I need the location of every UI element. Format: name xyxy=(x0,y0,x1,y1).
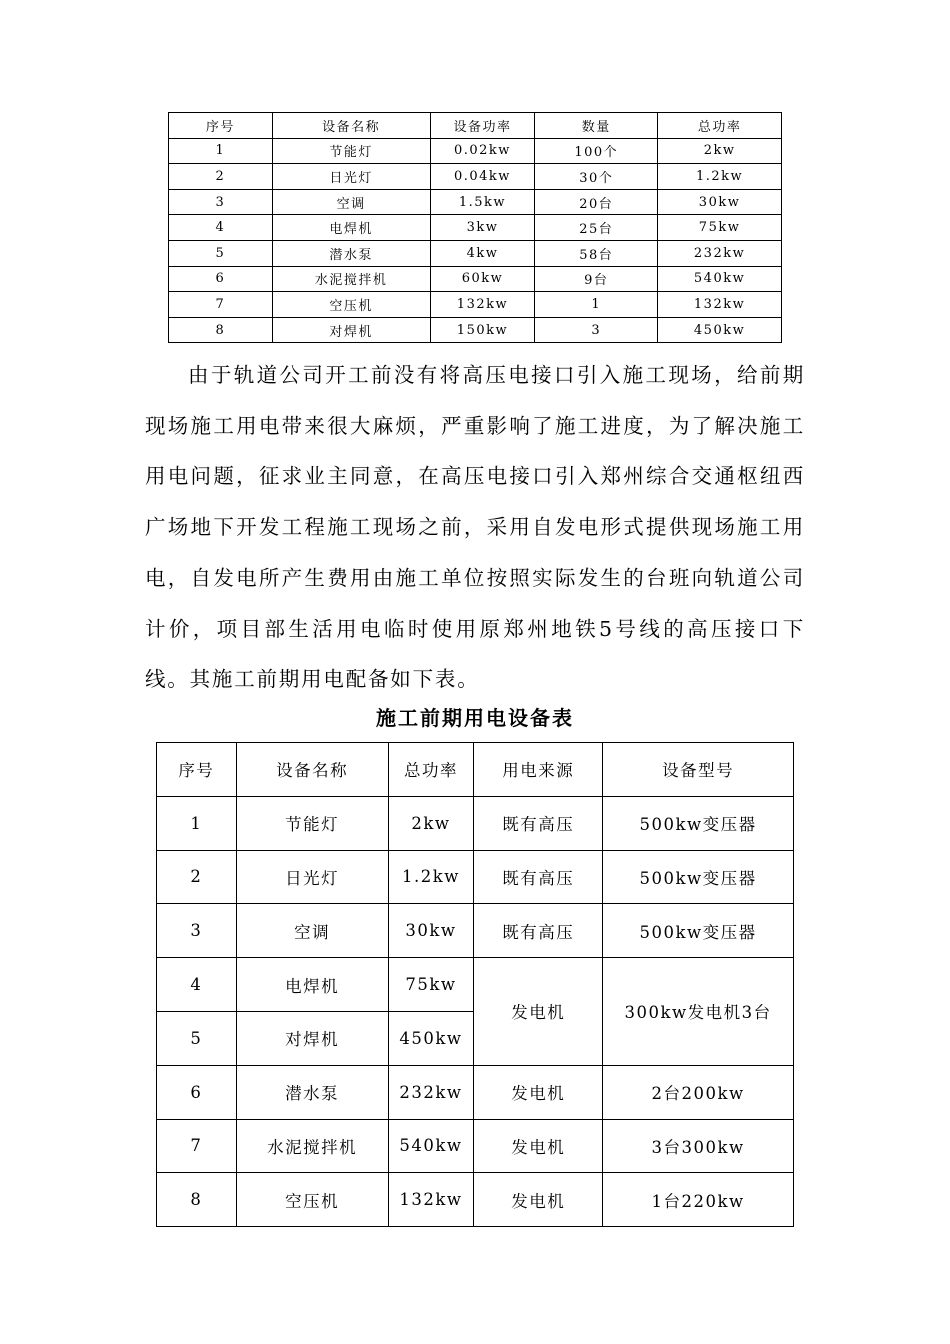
cell-total-power: 2kw xyxy=(658,138,782,164)
cell-equipment-name: 水泥搅拌机 xyxy=(236,1119,388,1173)
cell-index: 8 xyxy=(157,1173,237,1227)
cell-index: 4 xyxy=(157,958,237,1012)
header-cell: 总功率 xyxy=(388,743,474,797)
header-cell: 设备名称 xyxy=(272,113,430,139)
table-row xyxy=(169,317,782,343)
cell-quantity: 100个 xyxy=(535,138,658,164)
cell-total-power: 30kw xyxy=(658,189,782,215)
cell-index: 1 xyxy=(157,796,237,850)
cell-total-power: 132kw xyxy=(388,1173,474,1227)
cell-equipment-name: 空压机 xyxy=(236,1173,388,1227)
pre-construction-power-table xyxy=(156,742,794,1227)
cell-quantity: 9台 xyxy=(535,266,658,292)
cell-equipment-name: 潜水泵 xyxy=(272,240,430,266)
cell-index: 5 xyxy=(157,1011,237,1065)
table-row xyxy=(157,1173,794,1227)
cell-index: 2 xyxy=(157,850,237,904)
cell-equipment-name: 空调 xyxy=(236,904,388,958)
cell-index: 3 xyxy=(157,904,237,958)
cell-total-power: 1.2kw xyxy=(658,164,782,190)
cell-power-source: 发电机 xyxy=(474,1065,603,1119)
cell-equipment-name: 潜水泵 xyxy=(236,1065,388,1119)
cell-index: 6 xyxy=(169,266,273,292)
table-row xyxy=(157,1065,794,1119)
cell-equipment-name: 电焊机 xyxy=(272,215,430,241)
cell-quantity: 1 xyxy=(535,292,658,318)
cell-quantity: 25台 xyxy=(535,215,658,241)
cell-equipment-name: 日光灯 xyxy=(236,850,388,904)
cell-index: 7 xyxy=(169,292,273,318)
cell-index: 1 xyxy=(169,138,273,164)
table-row xyxy=(169,240,782,266)
body-paragraph: 由于轨道公司开工前没有将高压电接口引入施工现场，给前期现场施工用电带来很大麻烦，严重影响了施工进度，为了解决施工用电问题，征求业主同意，在高压电接口引入郑州综合交通枢纽西广场地下开发工程施工现场之前，采用自发电形式提供现场施工用电，自发电所产生费用由施工单位按照实际发生的台班向轨道公司计价，项目部生活用电临时使用原郑州地铁5号线的高压接口下线。其施工前期用电配备如下表。 xyxy=(145,363,805,692)
cell-total-power: 450kw xyxy=(388,1011,474,1065)
cell-total-power: 75kw xyxy=(388,958,474,1012)
header-cell: 序号 xyxy=(157,743,237,797)
cell-total-power: 132kw xyxy=(658,292,782,318)
cell-quantity: 20台 xyxy=(535,189,658,215)
table-row xyxy=(169,189,782,215)
table-row xyxy=(169,215,782,241)
cell-total-power: 450kw xyxy=(658,317,782,343)
cell-unit-power: 0.04kw xyxy=(430,164,535,190)
header-cell: 数量 xyxy=(535,113,658,139)
cell-index: 8 xyxy=(169,317,273,343)
cell-unit-power: 60kw xyxy=(430,266,535,292)
header-cell: 序号 xyxy=(169,113,273,139)
cell-equipment-model: 2台200kw xyxy=(603,1065,794,1119)
table-header-row xyxy=(157,743,794,797)
table-row xyxy=(157,958,794,1012)
cell-total-power: 2kw xyxy=(388,796,474,850)
table-row xyxy=(157,850,794,904)
table-row xyxy=(157,796,794,850)
cell-equipment-model: 3台300kw xyxy=(603,1119,794,1173)
cell-index: 6 xyxy=(157,1065,237,1119)
cell-unit-power: 150kw xyxy=(430,317,535,343)
cell-index: 4 xyxy=(169,215,273,241)
cell-index: 3 xyxy=(169,189,273,215)
cell-equipment-model: 1台220kw xyxy=(603,1173,794,1227)
cell-equipment-name: 水泥搅拌机 xyxy=(272,266,430,292)
table-row xyxy=(169,164,782,190)
cell-total-power: 540kw xyxy=(388,1119,474,1173)
cell-equipment-name: 节能灯 xyxy=(272,138,430,164)
cell-total-power: 30kw xyxy=(388,904,474,958)
header-cell: 设备功率 xyxy=(430,113,535,139)
cell-power-source: 既有高压 xyxy=(474,904,603,958)
cell-quantity: 30个 xyxy=(535,164,658,190)
table-caption: 施工前期用电设备表 xyxy=(376,706,574,730)
table-row xyxy=(169,138,782,164)
table-header-row xyxy=(169,113,782,139)
cell-total-power: 75kw xyxy=(658,215,782,241)
cell-equipment-name: 电焊机 xyxy=(236,958,388,1012)
cell-unit-power: 132kw xyxy=(430,292,535,318)
cell-unit-power: 1.5kw xyxy=(430,189,535,215)
table-row xyxy=(157,1119,794,1173)
cell-total-power: 540kw xyxy=(658,266,782,292)
cell-index: 2 xyxy=(169,164,273,190)
cell-power-source: 发电机 xyxy=(474,1173,603,1227)
cell-total-power: 232kw xyxy=(388,1065,474,1119)
cell-equipment-name: 对焊机 xyxy=(272,317,430,343)
cell-equipment-model: 500kw变压器 xyxy=(603,796,794,850)
cell-power-source: 发电机 xyxy=(474,958,603,1066)
cell-index: 5 xyxy=(169,240,273,266)
cell-power-source: 发电机 xyxy=(474,1119,603,1173)
cell-equipment-name: 空压机 xyxy=(272,292,430,318)
cell-power-source: 既有高压 xyxy=(474,796,603,850)
cell-equipment-model: 500kw变压器 xyxy=(603,904,794,958)
power-equipment-table xyxy=(168,112,782,343)
cell-quantity: 58台 xyxy=(535,240,658,266)
cell-equipment-name: 日光灯 xyxy=(272,164,430,190)
cell-unit-power: 4kw xyxy=(430,240,535,266)
cell-unit-power: 3kw xyxy=(430,215,535,241)
header-cell: 总功率 xyxy=(658,113,782,139)
cell-equipment-name: 空调 xyxy=(272,189,430,215)
table-row xyxy=(157,904,794,958)
cell-equipment-name: 对焊机 xyxy=(236,1011,388,1065)
header-cell: 用电来源 xyxy=(474,743,603,797)
table-row xyxy=(169,266,782,292)
cell-total-power: 1.2kw xyxy=(388,850,474,904)
cell-total-power: 232kw xyxy=(658,240,782,266)
cell-quantity: 3 xyxy=(535,317,658,343)
header-cell: 设备名称 xyxy=(236,743,388,797)
cell-equipment-model: 300kw发电机3台 xyxy=(603,958,794,1066)
cell-equipment-name: 节能灯 xyxy=(236,796,388,850)
cell-index: 7 xyxy=(157,1119,237,1173)
cell-power-source: 既有高压 xyxy=(474,850,603,904)
table-row xyxy=(169,292,782,318)
header-cell: 设备型号 xyxy=(603,743,794,797)
cell-equipment-model: 500kw变压器 xyxy=(603,850,794,904)
cell-unit-power: 0.02kw xyxy=(430,138,535,164)
